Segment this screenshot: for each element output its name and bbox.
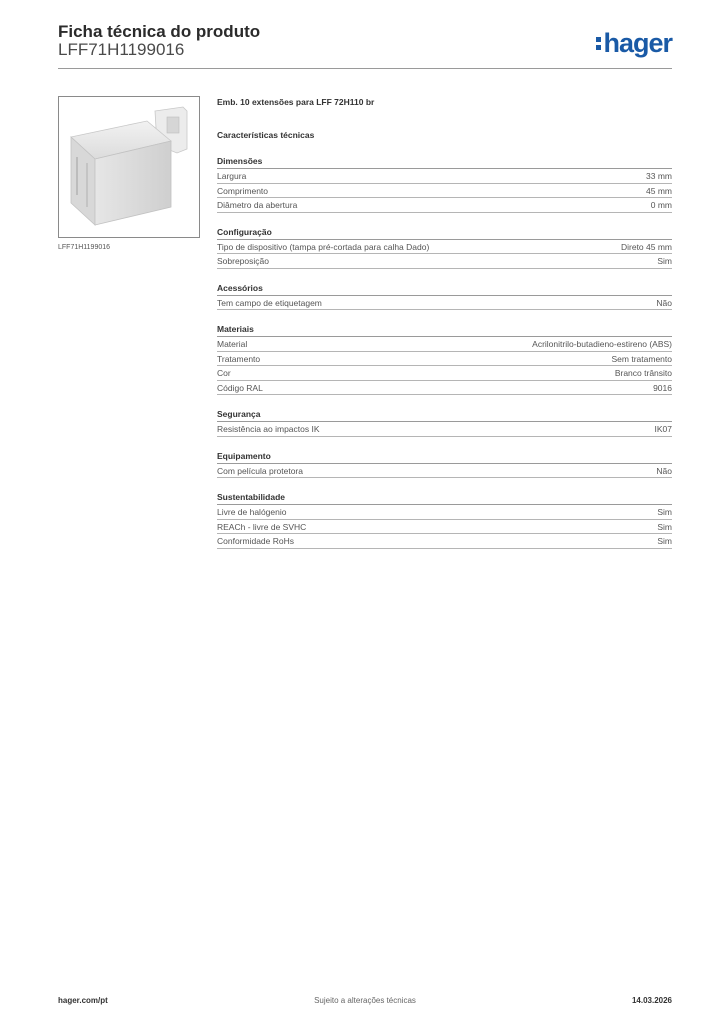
spec-label: Tem campo de etiquetagem — [217, 297, 322, 308]
spec-value: Não — [656, 297, 672, 308]
spec-label: Conformidade RoHs — [217, 536, 295, 546]
spec-section — [217, 282, 672, 311]
spec-label: Com película protetora — [217, 465, 303, 476]
spec-label: Cor — [217, 368, 231, 378]
product-image-caption: LFF71H1199016 — [58, 244, 111, 251]
spec-label: Material — [217, 339, 248, 349]
spec-value: 33 mm — [646, 171, 672, 181]
logo-mark-icon — [596, 37, 601, 50]
spec-value: Sim — [657, 521, 672, 532]
spec-label: REACh - livre de SVHC — [217, 521, 307, 532]
footer-website: hager.com/pt — [58, 996, 108, 1005]
spec-section — [217, 155, 672, 213]
spec-row — [217, 534, 672, 549]
spec-row — [217, 240, 672, 255]
section-title: Segurança — [217, 408, 672, 422]
spec-value: IK07 — [654, 424, 672, 434]
spec-value: Sem tratamento — [611, 353, 672, 364]
spec-row — [217, 352, 672, 367]
spec-label: Livre de halógenio — [217, 507, 287, 517]
product-extension-icon — [59, 97, 199, 237]
section-title: Materiais — [217, 323, 672, 337]
spec-row — [217, 169, 672, 184]
spec-sections — [217, 155, 672, 549]
spec-label: Código RAL — [217, 382, 263, 393]
spec-row — [217, 254, 672, 269]
spec-value: Sim — [657, 256, 672, 266]
spec-label: Largura — [217, 171, 247, 181]
spec-label: Comprimento — [217, 185, 269, 196]
page-header — [58, 20, 672, 68]
spec-row — [217, 337, 672, 352]
hager-logo — [596, 26, 672, 60]
section-title: Dimensões — [217, 155, 672, 169]
section-title: Equipamento — [217, 450, 672, 464]
spec-value: Não — [656, 465, 672, 476]
spec-label: Diâmetro da abertura — [217, 200, 298, 210]
spec-value: 45 mm — [646, 185, 672, 196]
product-code: LFF71H1199016 — [58, 40, 185, 59]
spec-section — [217, 491, 672, 549]
spec-row — [217, 366, 672, 381]
product-image — [58, 96, 200, 238]
page-footer — [58, 996, 672, 1010]
tech-characteristics-title: Características técnicas — [217, 130, 315, 140]
section-title: Configuração — [217, 226, 672, 240]
spec-row — [217, 381, 672, 396]
section-title: Sustentabilidade — [217, 491, 672, 505]
header-divider — [58, 68, 672, 69]
spec-value: Acrilonitrilo-butadieno-estireno (ABS) — [532, 339, 672, 349]
product-description: Emb. 10 extensões para LFF 72H110 br — [217, 97, 375, 107]
footer-notice: Sujeito a alterações técnicas — [314, 996, 416, 1005]
spec-section — [217, 408, 672, 437]
spec-section — [217, 226, 672, 269]
spec-label: Tipo de dispositivo (tampa pré-cortada para calha Dado) — [217, 241, 430, 252]
spec-value: Sim — [657, 507, 672, 517]
page-title: Ficha técnica do produto — [58, 22, 261, 41]
spec-row — [217, 422, 672, 437]
spec-value: Direto 45 mm — [620, 241, 672, 252]
spec-row — [217, 520, 672, 535]
spec-section — [217, 323, 672, 395]
spec-value: 0 mm — [650, 200, 672, 210]
spec-value: Branco trânsito — [614, 368, 672, 378]
spec-label: Resistência ao impactos IK — [217, 424, 320, 434]
spec-label: Sobreposição — [217, 256, 269, 266]
spec-row — [217, 184, 672, 199]
spec-section — [217, 450, 672, 479]
logo-text: hager — [603, 27, 672, 58]
spec-label: Tratamento — [217, 353, 261, 364]
spec-content — [217, 96, 672, 549]
spec-row — [217, 505, 672, 520]
section-title: Acessórios — [217, 282, 672, 296]
footer-date: 14.03.2026 — [631, 996, 672, 1005]
spec-value: Sim — [657, 536, 672, 546]
spec-row — [217, 296, 672, 311]
spec-row — [217, 464, 672, 479]
spec-row — [217, 198, 672, 213]
spec-value: 9016 — [653, 382, 672, 393]
